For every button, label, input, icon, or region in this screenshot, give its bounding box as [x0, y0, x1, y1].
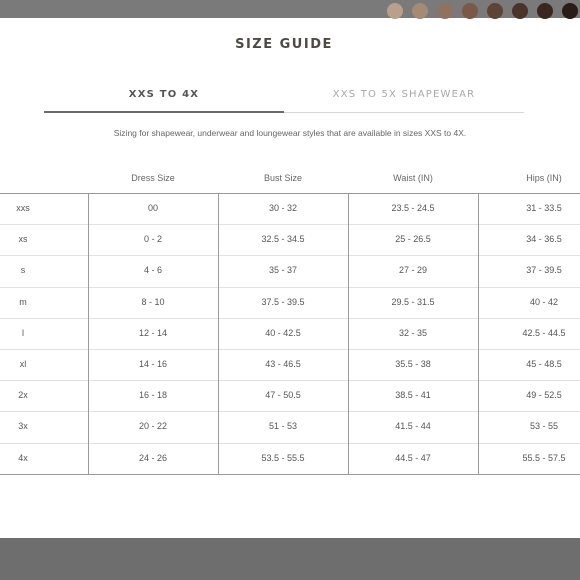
table-cell: 35 - 37: [268, 265, 298, 276]
tab-xxs-to-5x-shapewear[interactable]: XXS TO 5X SHAPEWEAR: [332, 89, 476, 100]
size-label-cell: l: [22, 327, 24, 338]
color-swatch[interactable]: [537, 3, 553, 19]
size-label-cell: xl: [19, 359, 27, 369]
table-cell: 43 - 46.5: [265, 359, 301, 369]
table-cell: 40 - 42: [529, 296, 559, 307]
color-swatch[interactable]: [512, 3, 528, 19]
top-bar: [0, 0, 580, 18]
table-cell: 41.5 - 44: [395, 421, 431, 432]
table-cell: 23.5 - 24.5: [391, 203, 435, 213]
table-cell: 4 - 6: [143, 265, 162, 276]
table-cell: 8 - 10: [141, 296, 165, 307]
table-cell: 38.5 - 41: [395, 390, 431, 401]
size-label-cell: 3x: [18, 421, 28, 432]
table-cell: 47 - 50.5: [265, 390, 301, 401]
size-label-cell: xs: [18, 234, 28, 245]
table-cell: 53.5 - 55.5: [261, 452, 305, 463]
table-cell: 32.5 - 34.5: [261, 234, 305, 245]
table-cell: 20 - 22: [138, 421, 168, 432]
color-swatch[interactable]: [462, 3, 478, 19]
bottom-bar: [0, 538, 580, 580]
table-cell: 40 - 42.5: [265, 327, 301, 338]
table-cell: 37 - 39.5: [526, 265, 562, 276]
page-title: SIZE GUIDE: [235, 37, 333, 52]
table-cell: 55.5 - 57.5: [522, 452, 566, 463]
table-cell: 53 - 55: [529, 421, 559, 432]
color-swatch[interactable]: [437, 3, 453, 19]
inactive-tab-underline: [284, 112, 524, 113]
column-divider: [478, 193, 479, 474]
table-cell: 51 - 53: [268, 421, 298, 432]
color-swatch[interactable]: [412, 3, 428, 19]
size-guide-description: Sizing for shapewear, underwear and loungewear styles that are available in sizes XXS to 4X.: [113, 128, 467, 138]
table-cell: 16 - 18: [138, 390, 168, 401]
size-label-cell: 2x: [18, 390, 28, 401]
column-header: Hips (IN): [526, 173, 562, 183]
size-label-cell: xxs: [16, 203, 30, 213]
size-label-cell: 4x: [18, 452, 28, 463]
table-cell: 14 - 16: [138, 359, 168, 369]
table-cell: 35.5 - 38: [395, 359, 431, 369]
color-swatch[interactable]: [487, 3, 503, 19]
table-cell: 49 - 52.5: [526, 390, 562, 401]
table-cell: 24 - 26: [138, 452, 168, 463]
active-tab-indicator: [44, 111, 284, 113]
table-cell: 34 - 36.5: [526, 234, 562, 245]
size-label-cell: s: [20, 265, 26, 276]
color-swatch[interactable]: [387, 3, 403, 19]
table-cell: 42.5 - 44.5: [522, 327, 566, 338]
table-cell: 32 - 35: [398, 327, 428, 338]
color-swatch[interactable]: [562, 3, 578, 19]
table-cell: 12 - 14: [138, 327, 168, 338]
table-cell: 45 - 48.5: [526, 359, 562, 369]
skin-tone-swatches[interactable]: [387, 3, 578, 19]
size-label-cell: m: [19, 296, 27, 307]
table-cell: 29.5 - 31.5: [391, 296, 435, 307]
table-cell: 00: [147, 203, 158, 213]
table-cell: 44.5 - 47: [395, 452, 431, 463]
column-header: Dress Size: [131, 173, 175, 183]
column-header: Waist (IN): [393, 173, 433, 183]
column-header: Bust Size: [263, 173, 303, 183]
table-cell: 37.5 - 39.5: [261, 296, 305, 307]
row-divider: [0, 474, 580, 475]
table-cell: 30 - 32: [268, 203, 298, 213]
table-cell: 27 - 29: [398, 265, 428, 276]
table-cell: 0 - 2: [143, 234, 162, 245]
tab-xxs-to-4x[interactable]: XXS TO 4X: [128, 89, 200, 100]
table-cell: 31 - 33.5: [526, 203, 562, 213]
table-cell: 25 - 26.5: [395, 234, 431, 245]
